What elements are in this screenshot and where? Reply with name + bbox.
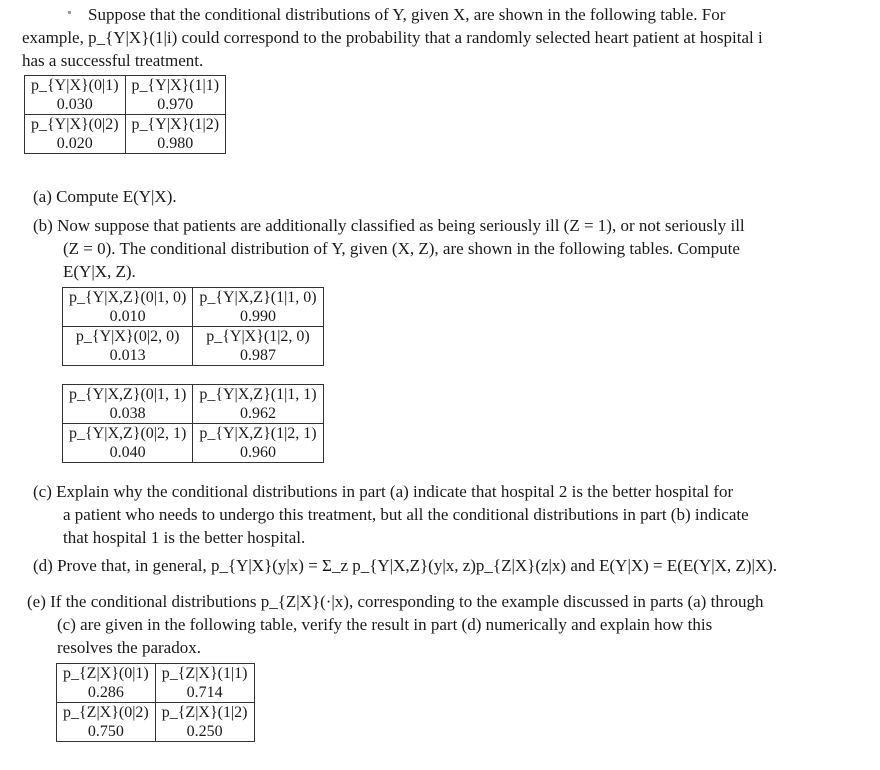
table-p-y-given-xz-z0 bbox=[62, 287, 324, 366]
cell-label: p_{Y|X,Z}(1|2, 1) bbox=[199, 425, 317, 442]
table-cell bbox=[63, 327, 193, 366]
cell-value: 0.010 bbox=[109, 308, 146, 325]
cell-label: p_{Z|X}(0|1) bbox=[63, 665, 149, 682]
table-p-z-given-x bbox=[56, 663, 255, 742]
cell-value: 0.962 bbox=[239, 405, 276, 422]
part-d: (d) Prove that, in general, p_{Y|X}(y|x) = Σ_z p_{Y|X,Z}(y|x, z)p_{Z|X}(z|x) and E(Y|X) = E(E(Y|X, Z)|X). bbox=[33, 556, 778, 575]
intro-line-2: example, p_{Y|X}(1|i) could correspond to the probability that a randomly selected heart patient at hospital i bbox=[22, 28, 763, 47]
table-cell bbox=[63, 424, 193, 463]
scan-artifact bbox=[68, 11, 71, 14]
table-cell bbox=[125, 115, 226, 154]
table-row bbox=[63, 385, 324, 424]
cell-label: p_{Z|X}(0|2) bbox=[63, 704, 149, 721]
cell-label: p_{Y|X,Z}(0|1, 1) bbox=[69, 386, 187, 403]
part-b-line-3: E(Y|X, Z). bbox=[63, 262, 136, 281]
intro-line-3: has a successful treatment. bbox=[22, 51, 204, 70]
table-cell bbox=[193, 385, 323, 424]
cell-label: p_{Y|X}(0|2) bbox=[31, 116, 119, 133]
table-row bbox=[63, 424, 324, 463]
cell-value: 0.040 bbox=[109, 444, 146, 461]
cell-value: 0.013 bbox=[109, 347, 146, 364]
part-c-line-3: that hospital 1 is the better hospital. bbox=[63, 528, 306, 547]
cell-value: 0.030 bbox=[56, 96, 93, 113]
table-cell bbox=[193, 288, 323, 327]
table-row bbox=[57, 664, 255, 703]
table-row bbox=[25, 76, 226, 115]
cell-value: 0.980 bbox=[157, 135, 194, 152]
table-row bbox=[25, 115, 226, 154]
cell-label: p_{Z|X}(1|1) bbox=[161, 665, 248, 682]
table-cell bbox=[25, 115, 126, 154]
cell-label: p_{Y|X,Z}(0|1, 0) bbox=[69, 289, 187, 306]
intro-line-1: Suppose that the conditional distributions of Y, given X, are shown in the following table. For bbox=[88, 5, 726, 24]
cell-value: 0.020 bbox=[56, 135, 93, 152]
table-cell bbox=[63, 288, 193, 327]
part-e-line-3: resolves the paradox. bbox=[57, 638, 201, 657]
part-e-line-2: (c) are given in the following table, verify the result in part (d) numerically and explain how this bbox=[57, 615, 713, 634]
table-cell bbox=[63, 385, 193, 424]
cell-value: 0.987 bbox=[239, 347, 276, 364]
cell-label: p_{Y|X,Z}(1|1, 1) bbox=[199, 386, 317, 403]
part-c-line-1: (c) Explain why the conditional distributions in part (a) indicate that hospital 2 is the better hospital for bbox=[33, 482, 734, 501]
table-row bbox=[63, 288, 324, 327]
cell-value: 0.750 bbox=[87, 723, 124, 740]
table-cell bbox=[57, 664, 156, 703]
cell-value: 0.038 bbox=[109, 405, 146, 422]
part-a: (a) Compute E(Y|X). bbox=[33, 187, 177, 206]
table-cell bbox=[25, 76, 126, 115]
table-row bbox=[63, 327, 324, 366]
cell-value: 0.990 bbox=[239, 308, 276, 325]
table-cell bbox=[155, 664, 254, 703]
table-cell bbox=[193, 327, 323, 366]
table-cell bbox=[155, 703, 254, 742]
cell-value: 0.970 bbox=[157, 96, 194, 113]
part-b-line-2: (Z = 0). The conditional distribution of Y, given (X, Z), are shown in the following tables. Compute bbox=[63, 239, 740, 258]
table-p-y-given-x bbox=[24, 75, 226, 154]
cell-label: p_{Y|X}(0|2, 0) bbox=[75, 328, 180, 345]
table-cell bbox=[193, 424, 323, 463]
cell-value: 0.250 bbox=[186, 723, 223, 740]
table-p-y-given-xz-z1 bbox=[62, 384, 324, 463]
part-b-line-1: (b) Now suppose that patients are additionally classified as being seriously ill (Z = 1), or not seriously ill bbox=[33, 216, 745, 235]
table-cell bbox=[125, 76, 226, 115]
cell-label: p_{Y|X}(0|1) bbox=[31, 77, 119, 94]
cell-label: p_{Y|X,Z}(0|2, 1) bbox=[69, 425, 187, 442]
cell-label: p_{Y|X,Z}(1|1, 0) bbox=[199, 289, 317, 306]
part-c-line-2: a patient who needs to undergo this treatment, but all the conditional distributions in part (b) indicate bbox=[63, 505, 749, 524]
cell-value: 0.714 bbox=[186, 684, 223, 701]
cell-label: p_{Y|X}(1|2, 0) bbox=[206, 328, 310, 345]
cell-label: p_{Z|X}(1|2) bbox=[161, 704, 248, 721]
cell-label: p_{Y|X}(1|2) bbox=[131, 116, 220, 133]
part-e-line-1: (e) If the conditional distributions p_{Z|X}(·|x), corresponding to the example discussed in parts (a) through bbox=[27, 592, 764, 611]
table-cell bbox=[57, 703, 156, 742]
cell-label: p_{Y|X}(1|1) bbox=[131, 77, 220, 94]
table-row bbox=[57, 703, 255, 742]
cell-value: 0.286 bbox=[87, 684, 124, 701]
cell-value: 0.960 bbox=[239, 444, 276, 461]
